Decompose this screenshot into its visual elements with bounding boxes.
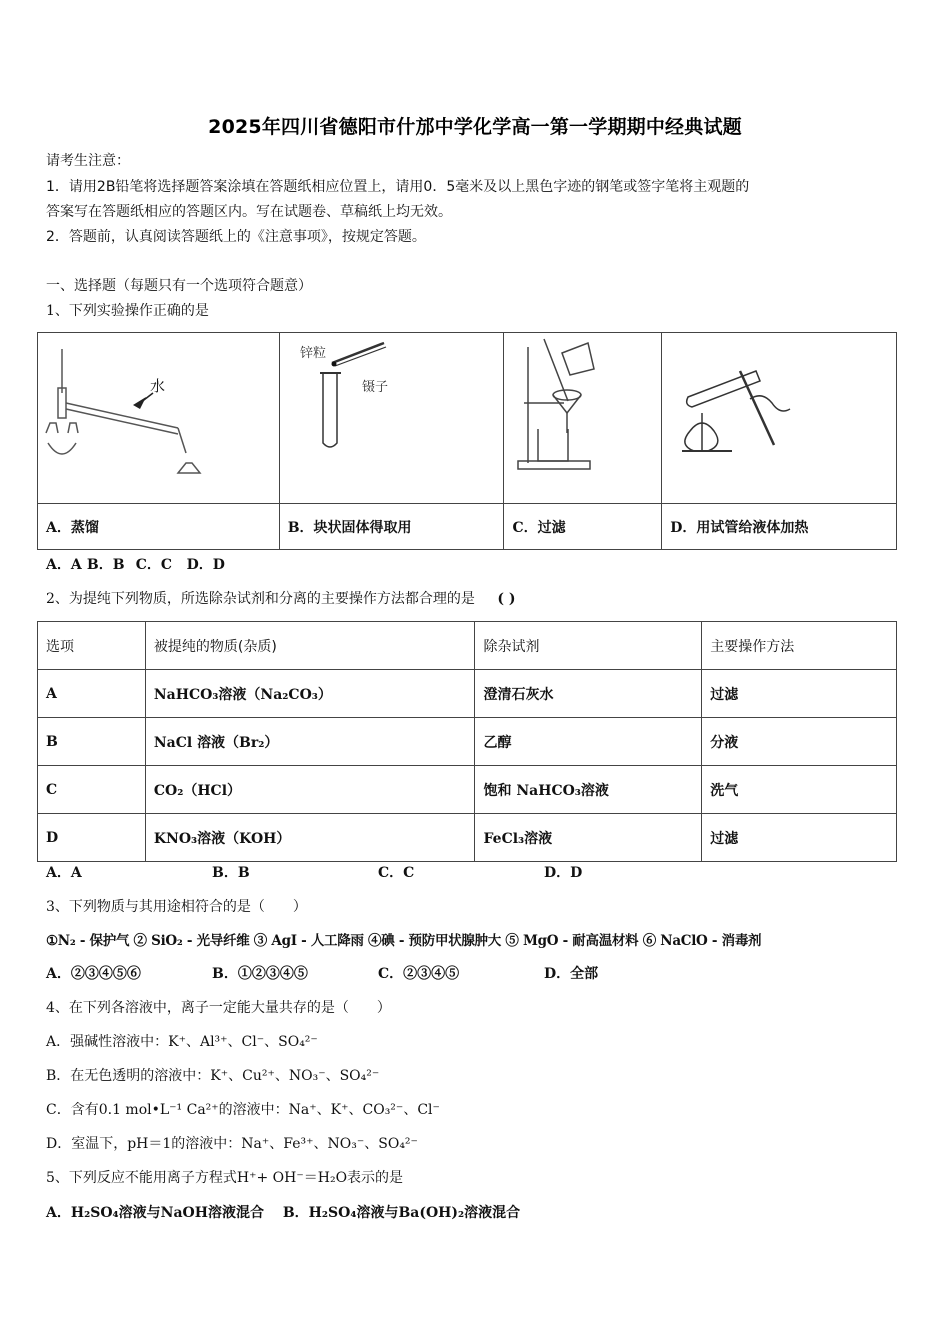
table-header-row: 选项 被提纯的物质(杂质) 除杂试剂 主要操作方法 bbox=[38, 622, 897, 670]
question-5-options bbox=[46, 1204, 520, 1222]
question-5-option-a[interactable]: A．H₂SO₄溶液与NaOH溶液混合 bbox=[46, 1205, 264, 1221]
notice-item-2: 2．答题前，认真阅读答题纸上的《注意事项》，按规定答题。 bbox=[46, 229, 426, 245]
option-b-caption: B．块状固体得取用 bbox=[279, 504, 504, 550]
question-2-table bbox=[37, 621, 897, 862]
answer-a[interactable]: A．A bbox=[46, 557, 82, 573]
option-a-caption: A．蒸馏 bbox=[38, 504, 280, 550]
question-4-option-b[interactable]: B．在无色透明的溶液中：K⁺、Cu²⁺、NO₃⁻、SO₄²⁻ bbox=[46, 1068, 380, 1084]
table-row: D KNO₃溶液（KOH） FeCl₃溶液 过滤 bbox=[38, 814, 897, 862]
question-3-answers bbox=[46, 965, 598, 983]
page-title: 2025年四川省德阳市什邡中学化学高一第一学期期中经典试题 bbox=[208, 116, 742, 138]
notice-item-1: 1．请用2B铅笔将选择题答案涂填在答题纸相应位置上，请用0．5毫米及以上黑色字迹的钢笔或签字笔将主观题的 bbox=[46, 179, 750, 195]
answer-c[interactable]: C．C bbox=[378, 865, 415, 881]
svg-text:水: 水 bbox=[150, 377, 166, 395]
question-1-stem: 1、下列实验操作正确的是 bbox=[46, 303, 209, 319]
option-d-caption: D．用试管给液体加热 bbox=[662, 504, 897, 550]
question-2-stem: 2、为提纯下列物质，所选除杂试剂和分离的主要操作方法都合理的是 ( ) bbox=[46, 591, 516, 607]
table-row: A NaHCO₃溶液（Na₂CO₃） 澄清石灰水 过滤 bbox=[38, 670, 897, 718]
question-5-option-b[interactable]: B．H₂SO₄溶液与Ba(OH)₂溶液混合 bbox=[282, 1205, 521, 1221]
table-row: C CO₂（HCl） 饱和 NaHCO₃溶液 洗气 bbox=[38, 766, 897, 814]
notice-item-1-cont: 答案写在答题纸相应的答题区内。写在试题卷、草稿纸上均无效。 bbox=[46, 204, 452, 220]
answer-d[interactable]: D．D bbox=[186, 557, 225, 573]
answer-d[interactable]: D．全部 bbox=[544, 966, 599, 982]
answer-b[interactable]: B．B bbox=[212, 865, 250, 881]
distillation-figure bbox=[38, 333, 280, 504]
solid-handling-figure bbox=[279, 333, 504, 504]
question-3-items: ①N₂ - 保护气 ② SiO₂ - 光导纤维 ③ AgI - 人工降雨 ④碘 - 预防甲状腺肿大 ⑤ MgO - 耐高温材料 ⑥ NaClO - 消毒剂 bbox=[46, 933, 762, 949]
question-4-option-a[interactable]: A．强碱性溶液中：K⁺、Al³⁺、Cl⁻、SO₄²⁻ bbox=[46, 1034, 318, 1050]
answer-d[interactable]: D．D bbox=[544, 865, 583, 881]
answer-a[interactable]: A．②③④⑤⑥ bbox=[46, 966, 141, 982]
question-3-stem: 3、下列物质与其用途相符合的是（ ） bbox=[46, 899, 307, 915]
test-tube-tweezers-icon bbox=[280, 333, 505, 503]
filtration-apparatus-icon bbox=[504, 333, 662, 503]
question-4-option-d[interactable]: D．室温下，pH＝1的溶液中：Na⁺、Fe³⁺、NO₃⁻、SO₄²⁻ bbox=[46, 1136, 418, 1152]
svg-text:镊子: 镊子 bbox=[361, 380, 388, 395]
section-heading: 一、选择题（每题只有一个选项符合题意） bbox=[46, 278, 312, 294]
arrow-icon bbox=[133, 397, 146, 409]
svg-text:锌粒: 锌粒 bbox=[299, 346, 326, 361]
question-2-answers bbox=[46, 864, 582, 882]
notice-heading: 请考生注意： bbox=[46, 153, 130, 169]
question-4-option-c[interactable]: C．含有0.1 mol•L⁻¹ Ca²⁺的溶液中：Na⁺、K⁺、CO₃²⁻、Cl⁻ bbox=[46, 1102, 440, 1118]
answer-c[interactable]: C．C bbox=[135, 557, 173, 573]
answer-b[interactable]: B．①②③④⑤ bbox=[212, 966, 308, 982]
test-tube-heating-icon bbox=[662, 333, 897, 503]
heating-figure bbox=[662, 333, 897, 504]
filtration-figure bbox=[504, 333, 662, 504]
question-1-figure-table bbox=[37, 332, 897, 550]
question-5-stem: 5、下列反应不能用离子方程式H⁺+ OH⁻＝H₂O表示的是 bbox=[46, 1170, 404, 1186]
answer-b[interactable]: B．B bbox=[86, 557, 125, 573]
question-1-answers bbox=[46, 556, 225, 574]
answer-c[interactable]: C．②③④⑤ bbox=[378, 966, 460, 982]
answer-a[interactable]: A．A bbox=[46, 865, 82, 881]
answer-blank: ( ) bbox=[497, 591, 516, 607]
distillation-apparatus-icon bbox=[38, 333, 278, 503]
question-4-stem: 4、在下列各溶液中，离子一定能大量共存的是（ ） bbox=[46, 1000, 391, 1016]
option-c-caption: C．过滤 bbox=[504, 504, 662, 550]
table-row: B NaCl 溶液（Br₂） 乙醇 分液 bbox=[38, 718, 897, 766]
